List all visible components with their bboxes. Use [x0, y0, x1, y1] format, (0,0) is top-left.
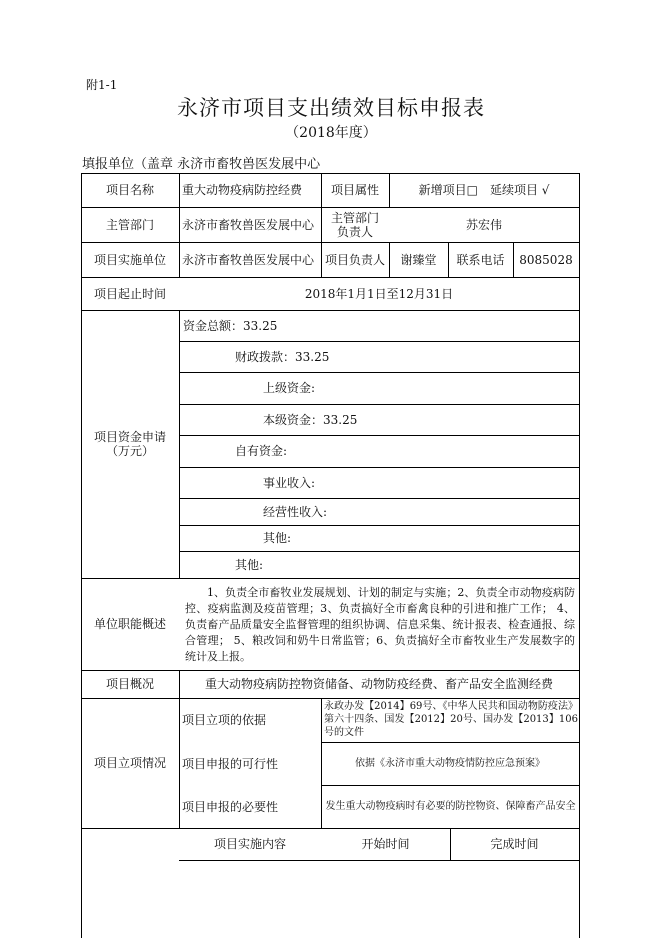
contact-value: 8085028	[519, 252, 573, 267]
proj-head-label: 项目负责人	[324, 252, 385, 267]
impl-unit-value: 永济市畜牧兽医发展中心	[182, 252, 315, 267]
period-label: 项目起止时间	[93, 286, 166, 301]
project-name-label: 项目名称	[105, 183, 154, 197]
feasibility-value: 依据《永济市重大动物疫情防控应急预案》	[355, 757, 545, 769]
funds-own: 自有资金:	[235, 444, 288, 458]
establishment-label: 项目立项情况	[93, 756, 166, 770]
period-value: 2018年1月1日至12月31日	[304, 286, 454, 301]
funds-total: 资金总额：33.25	[183, 318, 278, 333]
contact-label: 联系电话	[456, 252, 505, 267]
report-form	[81, 173, 580, 938]
report-year: （2018年度）	[285, 125, 377, 141]
dept-label: 主管部门	[105, 217, 154, 232]
project-attr-new-checkbox[interactable]: 新增项目□	[418, 183, 478, 197]
basis-value: 永政办发【2014】69号、《中华人民共和国动物防疫法》第六十四条、国发【2012】20号、国办发【2013】106号的文件	[324, 701, 578, 738]
dept-head-value: 苏宏伟	[465, 217, 502, 232]
funds-business-income: 事业收入:	[263, 475, 316, 490]
impl-start-header: 开始时间	[361, 837, 410, 851]
funds-fiscal: 财政拨款：33.25	[235, 349, 330, 364]
impl-unit-label: 项目实施单位	[93, 252, 166, 267]
basis-label: 项目立项的依据	[182, 713, 267, 727]
feasibility-label: 项目申报的可行性	[182, 756, 279, 771]
project-attr-label: 项目属性	[330, 183, 379, 197]
impl-end-header: 完成时间	[490, 837, 539, 851]
impl-content-header: 项目实施内容	[213, 837, 286, 851]
project-attr-options	[389, 173, 579, 207]
funds-upper: 上级资金:	[263, 381, 316, 395]
fill-unit: 填报单位（盖章 永济市畜牧兽医发展中心	[82, 157, 321, 172]
duties-label: 单位职能概述	[93, 617, 166, 631]
necessity-value: 发生重大动物疫病时有必要的防控物资、保障畜产品安全	[325, 801, 576, 812]
dept-head-label-line2: 负责人	[336, 224, 373, 239]
overview-value: 重大动物疫病防控物资储备、动物防疫经费、畜产品安全监测经费	[204, 677, 553, 691]
dept-head-label-line1: 主管部门	[330, 210, 379, 225]
duties-text: 1、负责全市畜牧业发展规划、计划的制定与实施；2、负责全市动物疫病防控、疫病监测及疫苗管理；3、负责搞好全市畜禽良种的引进和推广工作； 4、负责畜产品质量安全监督管理的组织协调、信息采集、统计报表、检查通报、综合管理； 5、粮改饲和奶牛日常监管；6、负责搞好全市畜牧业生产发展数字的统计及上报。	[185, 586, 575, 663]
funds-other-1: 其他:	[263, 531, 292, 545]
attachment-number: 附1-1	[86, 78, 118, 92]
funds-other-2: 其他:	[235, 557, 264, 572]
funds-operating-income: 经营性收入:	[263, 504, 328, 519]
page-title: 永济市项目支出绩效目标申报表	[177, 96, 485, 120]
overview-label: 项目概况	[105, 677, 154, 691]
dept-head-label	[321, 207, 389, 242]
necessity-label: 项目申报的必要性	[182, 799, 279, 814]
proj-head-value: 谢臻堂	[400, 252, 437, 267]
project-attr-continue-checkbox[interactable]: 延续项目 √	[489, 183, 550, 197]
dept-value: 永济市畜牧兽医发展中心	[182, 217, 315, 232]
funds-label-line2: （万元）	[105, 444, 154, 458]
funds-local: 本级资金：33.25	[263, 412, 358, 427]
funds-label	[81, 310, 179, 578]
funds-label-line1: 项目资金申请	[93, 430, 166, 444]
project-name-value: 重大动物疫病防控经费	[182, 183, 303, 197]
